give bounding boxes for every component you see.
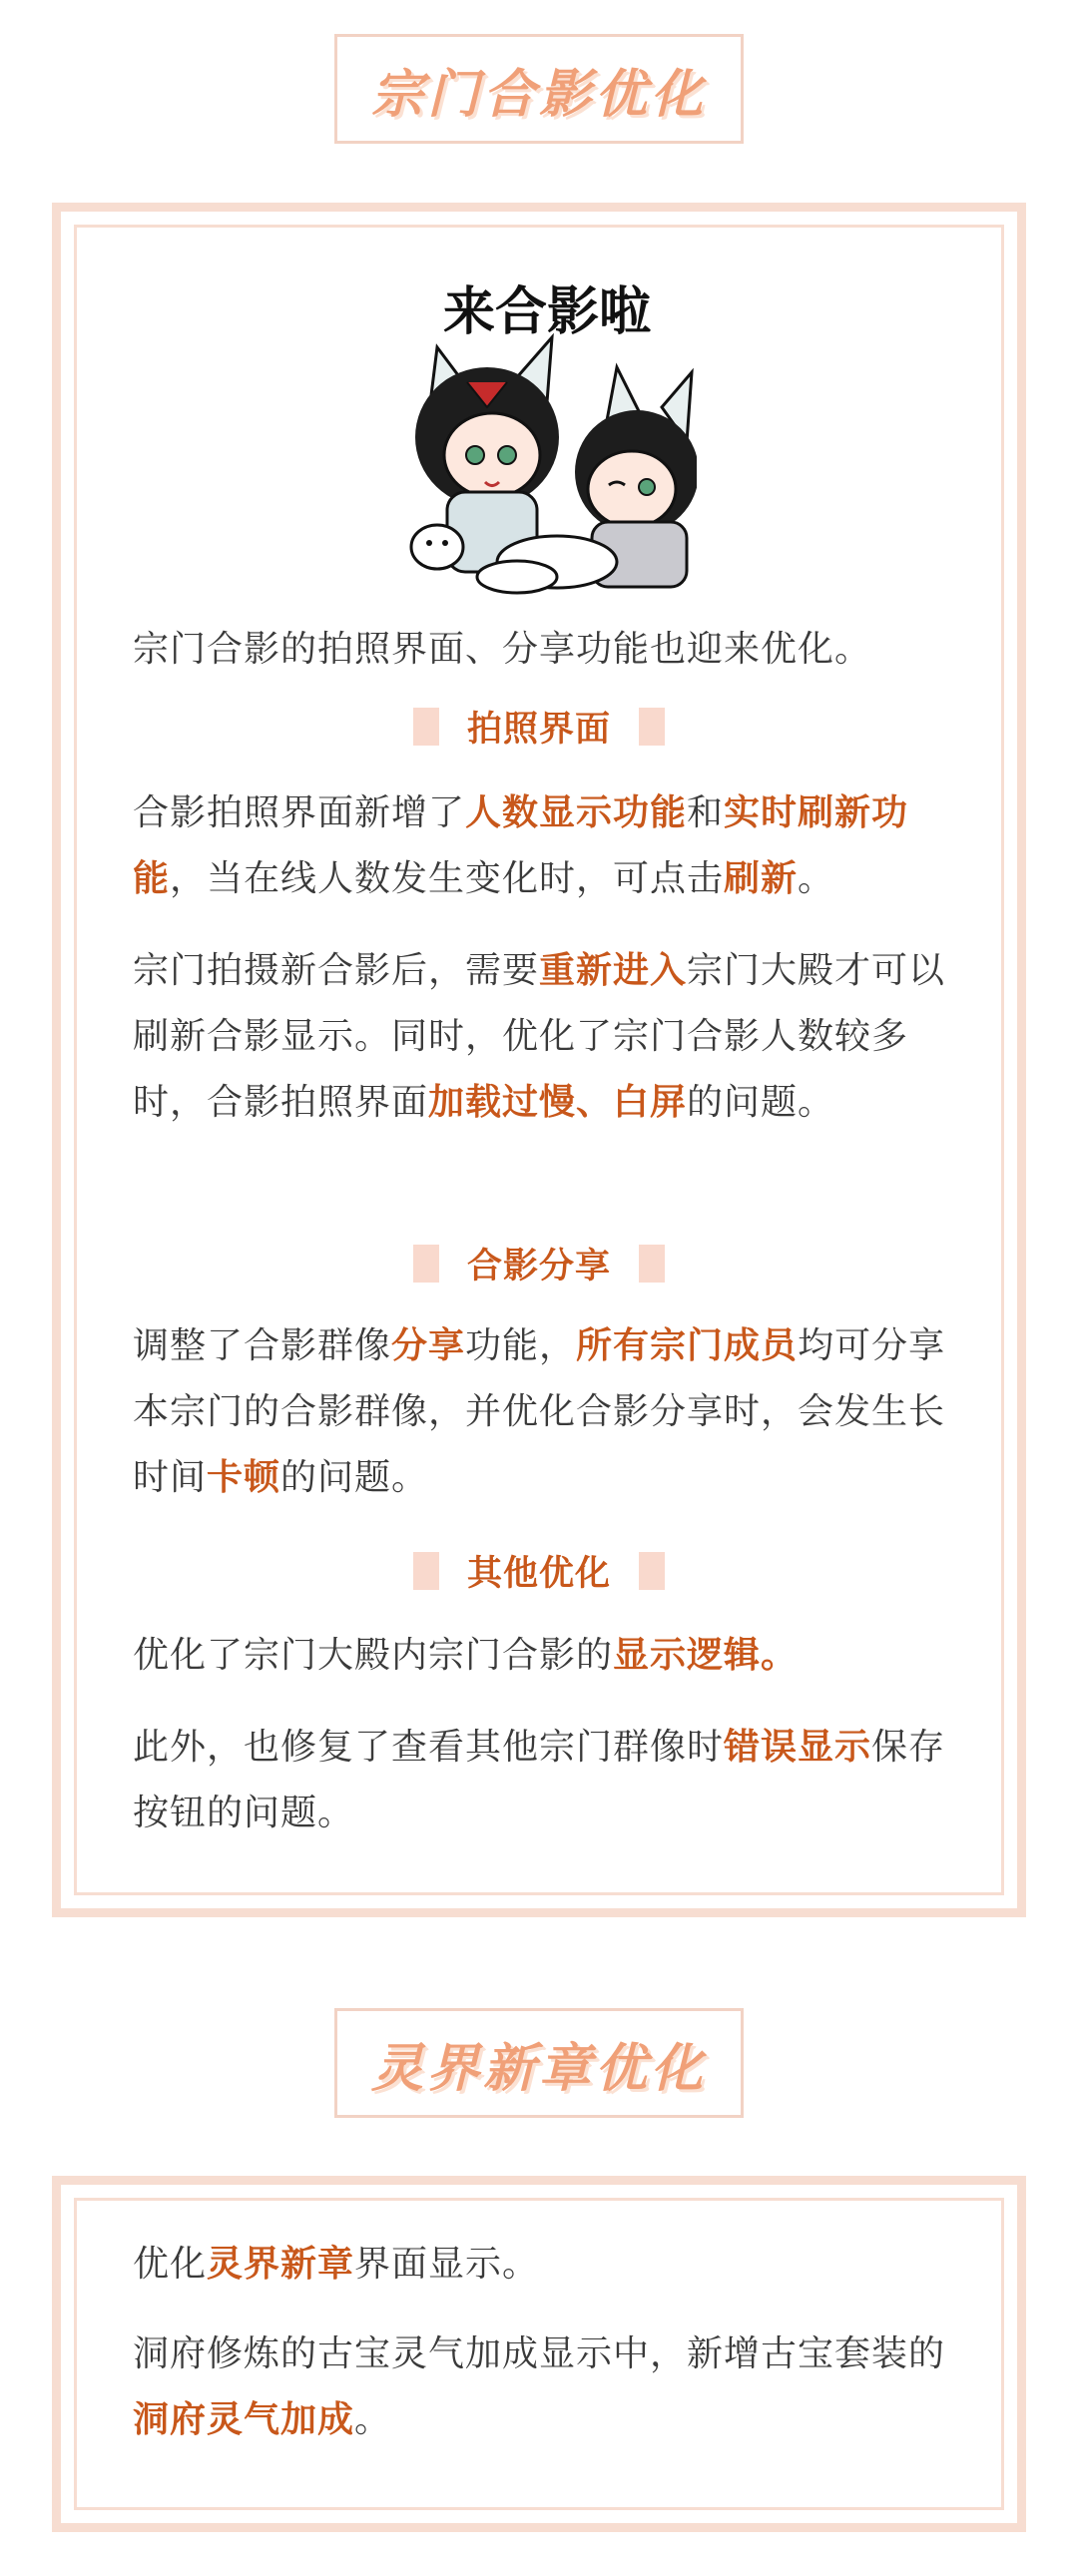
highlight-text: 分享 [391, 1325, 466, 1366]
body-text: 优化 [133, 2244, 208, 2285]
body-text: 。 [354, 2399, 392, 2440]
paragraph-photo-ui-features [133, 780, 951, 912]
heading-deco-right [639, 1552, 665, 1590]
section-title-sect-photo [334, 34, 744, 144]
highlight-text: 加载过慢、白屏 [428, 1082, 688, 1123]
sticker-caption: 来合影啦 [442, 281, 652, 342]
body-text: 优化了宗门大殿内宗门合影的 [133, 1635, 614, 1676]
sub-heading-other [0, 1541, 1078, 1601]
body-text: 功能， [465, 1325, 577, 1366]
intro-paragraph [133, 617, 951, 683]
paragraph-refresh-fix [133, 938, 951, 1136]
sticker-image [397, 277, 697, 595]
highlight-text: 卡顿 [207, 1457, 281, 1498]
paragraph-share-feature [133, 1313, 951, 1511]
highlight-text: 洞府灵气加成 [133, 2399, 355, 2440]
body-text: ，当在线人数发生变化时，可点击 [170, 858, 725, 899]
body-text: 合影拍照界面新增了 [133, 792, 466, 833]
body-text: 和 [687, 792, 725, 833]
highlight-text: 重新进入 [539, 950, 688, 991]
body-text: 均可分享本宗门的合影群像，并优化合影分享时，会发生长时间 [133, 1325, 946, 1498]
body-text: 的问题。 [280, 1457, 429, 1498]
heading-deco-left [413, 708, 439, 746]
heading-deco-right [639, 1245, 665, 1283]
paragraph-save-button-fix [133, 1715, 951, 1846]
body-text: 洞府修炼的古宝灵气加成显示中，新增古宝套装的 [133, 2333, 946, 2374]
section-title-text: 宗门合影优化 [370, 64, 707, 125]
paragraph-spirit-realm-ui [133, 2232, 951, 2298]
body-text: 调整了合影群像 [133, 1325, 392, 1366]
sub-heading-text: 合影分享 [466, 1247, 611, 1287]
sub-heading-photo-share [0, 1234, 1078, 1293]
heading-deco-left [413, 1552, 439, 1590]
sub-heading-text: 拍照界面 [466, 710, 611, 750]
body-text: 宗门拍摄新合影后，需要 [133, 950, 540, 991]
highlight-text: 人数显示功能 [465, 792, 688, 833]
body-text: 。 [798, 858, 835, 899]
highlight-text: 刷新 [724, 858, 799, 899]
highlight-text: 所有宗门成员 [576, 1325, 799, 1366]
heading-deco-left [413, 1245, 439, 1283]
body-text: 宗门大殿才可以刷新合影显示。同时，优化了宗门合影人数较多时，合影拍照界面 [133, 950, 946, 1123]
body-text: 此外，也修复了查看其他宗门群像时 [133, 1727, 725, 1768]
body-text: 宗门合影的拍照界面、分享功能也迎来优化。 [133, 629, 872, 670]
sub-heading-photo-ui [0, 697, 1078, 757]
highlight-text: 实时刷新功能 [133, 792, 909, 899]
highlight-text: 显示逻辑。 [613, 1635, 799, 1676]
paragraph-cave-bonus [133, 2321, 951, 2453]
body-text: 的问题。 [687, 1082, 835, 1123]
section-title-text: 灵界新章优化 [370, 2038, 707, 2099]
heading-deco-right [639, 708, 665, 746]
sub-heading-text: 其他优化 [466, 1554, 611, 1594]
two-fox-ear-cultivators-illustration [397, 277, 697, 595]
highlight-text: 错误显示 [724, 1727, 872, 1768]
body-text: 界面显示。 [354, 2244, 540, 2285]
highlight-text: 灵界新章 [207, 2244, 355, 2285]
section-title-spirit-realm [334, 2008, 744, 2118]
body-text: 保存按钮的问题。 [133, 1727, 946, 1833]
paragraph-display-logic [133, 1623, 951, 1689]
